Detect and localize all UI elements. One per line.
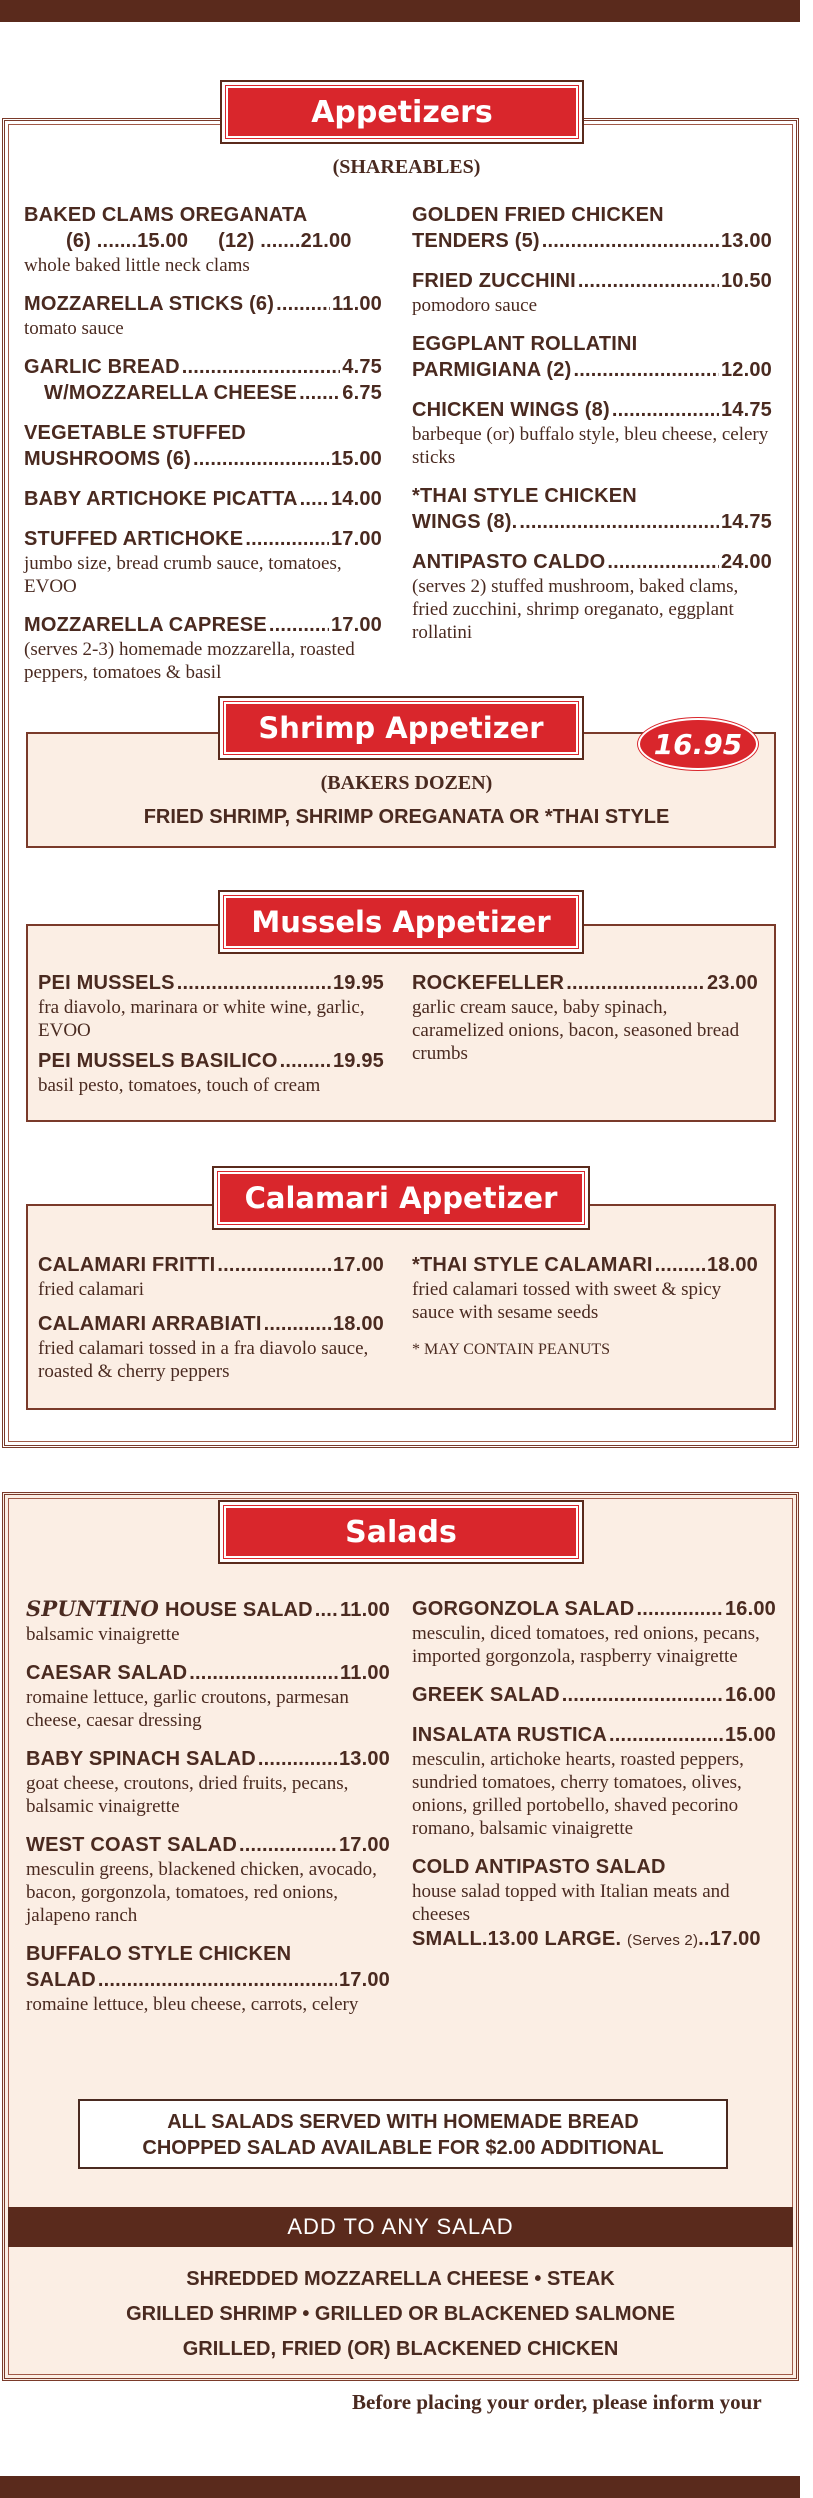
menu-item: CALAMARI ARRABIATI ..... 18.00 fried calamari tossed in a fra diavolo sauce, roasted & cherry peppers	[38, 1311, 384, 1383]
shrimp-line1: (BAKERS DOZEN)	[320, 772, 493, 794]
menu-item: CHICKEN WINGS (8) ..... 14.75 barbeque (or) buffalo style, bleu cheese, celery sticks	[412, 397, 772, 469]
menu-item: CAESAR SALAD ..... 11.00 romaine lettuce, garlic croutons, parmesan cheese, caesar dressing	[26, 1660, 390, 1732]
calamari-right-column	[412, 1252, 758, 1361]
mussels-title: Mussels Appetizer	[224, 896, 578, 948]
appetizers-right-column	[412, 202, 772, 658]
menu-item: BUFFALO STYLE CHICKEN SALAD ..... 17.00 romaine lettuce, bleu cheese, carrots, celery	[26, 1941, 390, 2016]
salads-right-column	[412, 1596, 776, 1968]
menu-item: FRIED ZUCCHINI ..... 10.50 pomodoro sauce	[412, 268, 772, 317]
menu-item: *THAI STYLE CALAMARI ..... 18.00 fried calamari tossed with sweet & spicy sauce with sesame seeds	[412, 1252, 758, 1324]
menu-item: BAKED CLAMS OREGANATA (6) .......15.00 (12) .......21.00 whole baked little neck clams	[24, 204, 352, 276]
top-border-bar	[0, 0, 800, 22]
salads-left-column	[26, 1596, 390, 2030]
shrimp-price-badge: 16.95	[638, 718, 758, 770]
menu-item: COLD ANTIPASTO SALAD house salad topped with Italian meats and cheeses SMALL.13.00 LARGE. (Serves 2)..17.00	[412, 1856, 761, 1950]
shrimp-banner	[218, 696, 584, 760]
menu-item: MOZZARELLA STICKS (6) ..... 11.00 tomato sauce	[24, 291, 382, 340]
mussels-left-column	[38, 970, 384, 1111]
menu-item: PEI MUSSELS ..... 19.95 fra diavolo, marinara or white wine, garlic, EVOO	[38, 970, 384, 1042]
spuntino-logo: SPUNTINO	[26, 1596, 160, 1621]
appetizers-banner	[220, 80, 584, 144]
menu-item: GREEK SALAD ..... 16.00	[412, 1682, 776, 1708]
add-to-salad-list: SHREDDED MOZZARELLA CHEESE • STEAK GRILLED SHRIMP • GRILLED OR BLACKENED SALMONE GRILLED, FRIED (OR) BLACKENED CHICKEN	[126, 2268, 675, 2360]
menu-item: STUFFED ARTICHOKE ..... 17.00 jumbo size, bread crumb sauce, tomatoes, EVOO	[24, 526, 382, 598]
menu-item: ANTIPASTO CALDO ..... 24.00 (serves 2) stuffed mushroom, baked clams, fried zucchini, shrimp oreganato, eggplant rollatini	[412, 549, 772, 644]
shrimp-title: Shrimp Appetizer	[224, 702, 578, 754]
calamari-banner	[212, 1166, 590, 1230]
peanut-note: * MAY CONTAIN PEANUTS	[412, 1341, 610, 1358]
appetizers-title: Appetizers	[226, 86, 578, 138]
appetizers-left-column	[24, 202, 382, 698]
mussels-banner	[218, 890, 584, 954]
menu-item: GARLIC BREAD ..... 4.75 W/MOZZARELLA CHEESE ..... 6.75	[24, 354, 382, 406]
menu-item: MOZZARELLA CAPRESE ..... 17.00 (serves 2-3) homemade mozzarella, roasted peppers, tomatoes & basil	[24, 612, 382, 684]
menu-item: CALAMARI FRITTI ..... 17.00 fried calamari	[38, 1252, 384, 1301]
menu-item: GORGONZOLA SALAD ..... 16.00 mesculin, diced tomatoes, red onions, pecans, imported gorgonzola, raspberry vinaigrette	[412, 1596, 776, 1668]
salads-title: Salads	[224, 1506, 578, 1558]
menu-item: BABY ARTICHOKE PICATTA ..... 14.00	[24, 486, 382, 512]
add-to-salad-header: ADD TO ANY SALAD	[8, 2207, 793, 2247]
calamari-title: Calamari Appetizer	[218, 1172, 584, 1224]
menu-item: *THAI STYLE CHICKEN WINGS (8). ..... 14.75	[412, 483, 772, 535]
calamari-left-column	[38, 1252, 384, 1397]
shrimp-line2: FRIED SHRIMP, SHRIMP OREGANATA OR *THAI STYLE	[143, 806, 670, 828]
allergy-footer-text: Before placing your order, please inform your	[352, 2390, 762, 2414]
menu-item: EGGPLANT ROLLATINI PARMIGIANA (2) ..... 12.00	[412, 331, 772, 383]
salads-banner	[218, 1500, 584, 1564]
shareables-subtitle: (SHAREABLES)	[332, 156, 481, 178]
menu-item: BABY SPINACH SALAD ..... 13.00 goat cheese, croutons, dried fruits, pecans, balsamic vinaigrette	[26, 1746, 390, 1818]
bottom-border-bar	[0, 2476, 800, 2498]
menu-item: INSALATA RUSTICA ..... 15.00 mesculin, artichoke hearts, roasted peppers, sundried tomatoes, cherry tomatoes, olives, onions, grilled portobello, shaved pecorino romano, balsamic vinaigrette	[412, 1722, 776, 1840]
menu-item: ROCKEFELLER ..... 23.00 garlic cream sauce, baby spinach, caramelized onions, bacon, seasoned bread crumbs	[412, 970, 758, 1065]
menu-item: SPUNTINO HOUSE SALAD ..... 11.00 balsamic vinaigrette	[26, 1596, 390, 1646]
menu-item: VEGETABLE STUFFED MUSHROOMS (6) ..... 15.00	[24, 420, 382, 472]
menu-item: PEI MUSSELS BASILICO ..... 19.95 basil pesto, tomatoes, touch of cream	[38, 1048, 384, 1097]
menu-item: WEST COAST SALAD ..... 17.00 mesculin greens, blackened chicken, avocado, bacon, gorgonzola, tomatoes, red onions, jalapeno ranch	[26, 1832, 390, 1927]
menu-item: GOLDEN FRIED CHICKEN TENDERS (5) ..... 13.00	[412, 202, 772, 254]
salads-note-box: ALL SALADS SERVED WITH HOMEMADE BREAD CHOPPED SALAD AVAILABLE FOR $2.00 ADDITIONAL	[78, 2099, 728, 2169]
mussels-right-column	[412, 970, 758, 1079]
